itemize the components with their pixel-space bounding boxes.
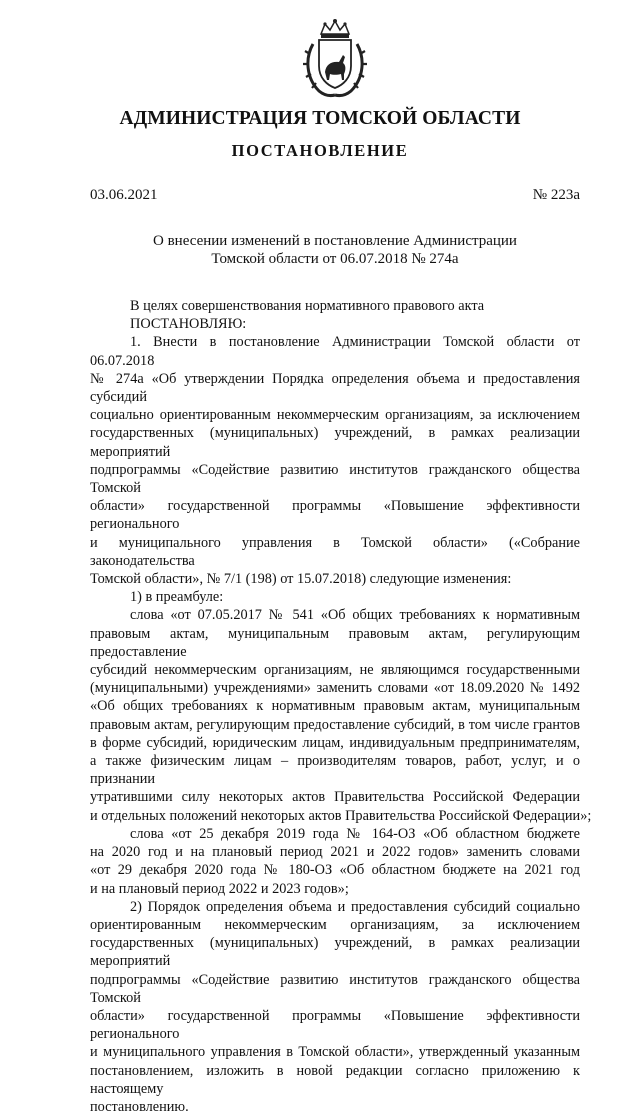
- text-line: «Об общих требованиях к нормативным правовым актам, муниципальным: [90, 698, 580, 715]
- text-line: ориентированным некоммерческим организациям, за исключением: [90, 916, 580, 933]
- text-line: подпрограммы «Содействие развитию институтов гражданского общества Томской: [90, 971, 580, 1006]
- organization-title: АДМИНИСТРАЦИЯ ТОМСКОЙ ОБЛАСТИ: [119, 108, 521, 129]
- text-line: (муниципальными) учреждениями» заменить словами «от 18.09.2020 № 1492: [90, 680, 580, 697]
- subject-line-2: Томской области от 06.07.2018 № 274а: [211, 251, 459, 267]
- text-line: Томской области», № 7/1 (198) от 15.07.2018) следующие изменения:: [90, 571, 512, 588]
- paragraph-preamble-words-2: [90, 825, 580, 898]
- text-line: постановлению.: [90, 1098, 189, 1115]
- document-date: 03.06.2021: [90, 187, 158, 203]
- subject-line-1: О внесении изменений в постановление Администрации: [153, 233, 517, 249]
- document-subject: [90, 232, 580, 268]
- text-line: 2) Порядок определения объема и предоставления субсидий социально: [130, 898, 580, 915]
- text-line: государственных (муниципальных) учреждений, в рамках реализации мероприятий: [90, 935, 580, 970]
- text-line: правовым актам, регулирующим предоставление субсидий, в том числе грантов: [90, 716, 580, 733]
- paragraph-preamble-words-1: [90, 606, 592, 824]
- text-line: и муниципального управления в Томской области», утвержденный указанным: [90, 1044, 580, 1061]
- text-line: и отдельных положений некоторых актов Правительства Российской Федерации»;: [90, 807, 592, 824]
- text-line: субсидий некоммерческим организациям, не являющимся государственными: [90, 662, 580, 679]
- text-line: 1. Внести в постановление Администрации Томской области от 06.07.2018: [90, 334, 580, 369]
- text-line: на 2020 год и на плановый период 2021 и 2022 годов» заменить словами: [90, 844, 580, 861]
- text-line: и муниципального управления в Томской области» («Собрание законодательства: [90, 534, 580, 569]
- text-line: слова «от 25 декабря 2019 года № 164-ОЗ «Об областном бюджете: [130, 825, 580, 842]
- text-line: слова «от 07.05.2017 № 541 «Об общих требованиях к нормативным: [130, 607, 580, 624]
- document-body: [90, 297, 592, 1116]
- text-line: в форме субсидий, юридическим лицам, индивидуальным предпринимателям,: [90, 734, 580, 751]
- text-line: утратившими силу некоторых актов Правительства Российской Федерации: [90, 789, 580, 806]
- preamble-paragraph: В целях совершенствования нормативного правового акта: [130, 298, 485, 314]
- text-line: «от 29 декабря 2020 года № 180-ОЗ «Об областном бюджете на 2021 год: [90, 862, 580, 879]
- document-number: № 223а: [532, 187, 580, 203]
- text-line: социально ориентированным некоммерческим организациям, за исключением: [90, 407, 580, 424]
- paragraph-item-1: [90, 333, 580, 588]
- text-line: государственных (муниципальных) учреждений, в рамках реализации мероприятий: [90, 425, 580, 460]
- resolve-heading: ПОСТАНОВЛЯЮ:: [130, 316, 247, 333]
- paragraph-item-2: [90, 898, 580, 1116]
- text-line: подпрограммы «Содействие развитию институтов гражданского общества Томской: [90, 461, 580, 497]
- document-type-title: ПОСТАНОВЛЕНИЕ: [231, 141, 409, 160]
- tomsk-coat-of-arms-icon: [299, 18, 371, 98]
- text-line: правовым актам, муниципальным правовым актам, регулирующим предоставление: [90, 625, 580, 660]
- preamble-subheading: 1) в преамбуле:: [130, 589, 224, 606]
- text-line: № 274а «Об утверждении Порядка определения объема и предоставления субсидий: [90, 370, 580, 406]
- text-line: и на плановый период 2022 и 2023 годов»;: [90, 880, 349, 897]
- text-line: области» государственной программы «Повышение эффективности регионального: [90, 498, 580, 533]
- text-line: постановлением, изложить в новой редакции согласно приложению к настоящему: [90, 1062, 580, 1097]
- text-line: а также физическим лицам – производителям товаров, работ, услуг, и о признании: [90, 753, 580, 788]
- text-line: области» государственной программы «Повышение эффективности регионального: [90, 1007, 580, 1043]
